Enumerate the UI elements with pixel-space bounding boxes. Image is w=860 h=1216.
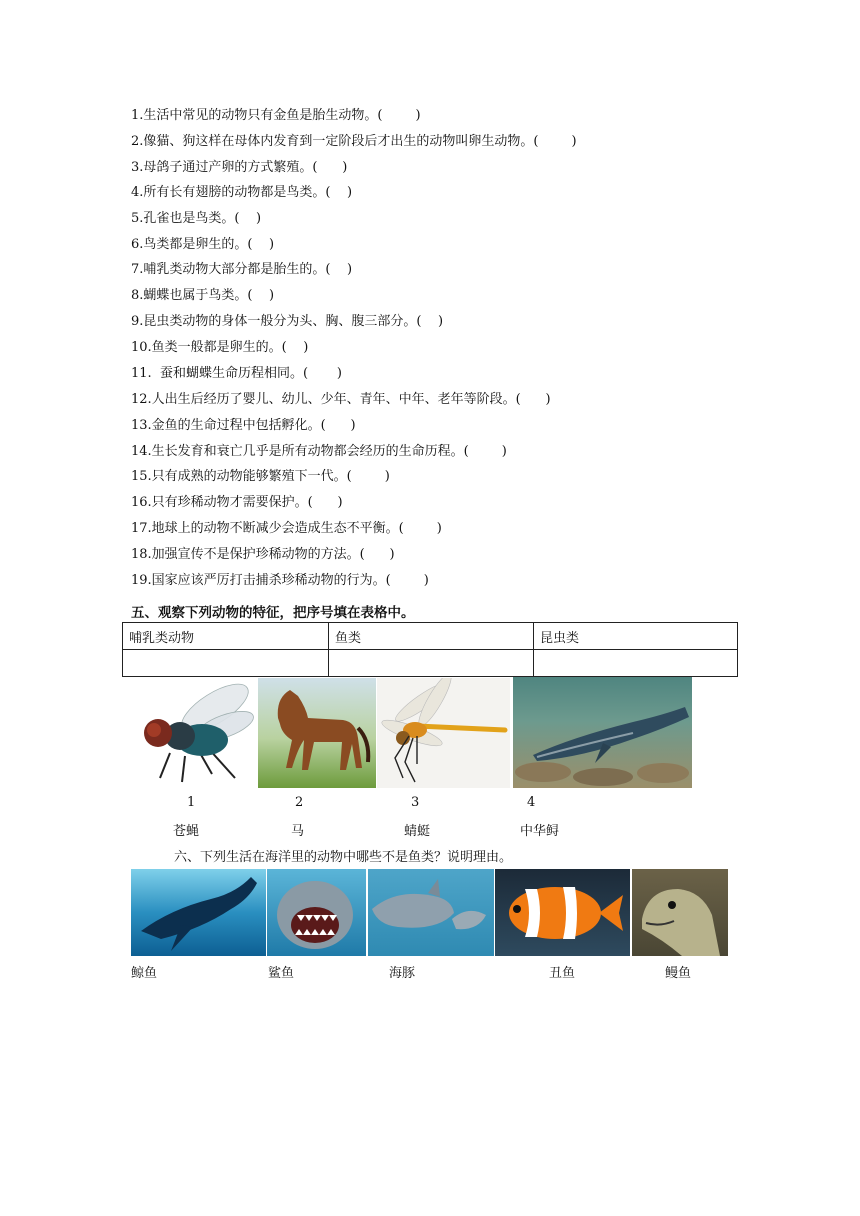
question-8: 8.蝴蝶也属于鸟类。( ) [131, 288, 275, 303]
table-header-insects: 昆虫类 [534, 623, 738, 650]
classification-table [122, 622, 738, 677]
animal-number: 2 [295, 795, 304, 810]
question-13: 13.金鱼的生命过程中包括孵化。( ) [131, 418, 356, 433]
eel-photo [632, 869, 728, 956]
answer-cell-insects[interactable] [534, 650, 738, 677]
question-5: 5.孔雀也是鸟类。( ) [131, 211, 262, 226]
sea-animal-name: 海豚 [389, 966, 416, 981]
clownfish-photo [495, 869, 630, 956]
question-2: 2.像猫、狗这样在母体内发育到一定阶段后才出生的动物叫卵生动物。( ) [131, 134, 577, 149]
sturgeon-photo [513, 677, 692, 788]
sea-animal-name: 鲨鱼 [268, 966, 295, 981]
question-19: 19.国家应该严厉打击捕杀珍稀动物的行为。( ) [131, 573, 429, 588]
question-14: 14.生长发育和衰亡几乎是所有动物都会经历的生命历程。( ) [131, 444, 507, 459]
question-12: 12.人出生后经历了婴儿、幼儿、少年、青年、中年、老年等阶段。( ) [131, 392, 551, 407]
animal-number: 4 [527, 795, 536, 810]
answer-cell-mammals[interactable] [123, 650, 329, 677]
animal-number: 3 [411, 795, 420, 810]
animal-number: 1 [187, 795, 196, 810]
animal-name: 马 [291, 824, 305, 839]
animal-name: 蜻蜓 [404, 824, 431, 839]
question-10: 10.鱼类一般都是卵生的。( ) [131, 340, 309, 355]
question-16: 16.只有珍稀动物才需要保护。( ) [131, 495, 343, 510]
question-18: 18.加强宣传不是保护珍稀动物的方法。( ) [131, 547, 395, 562]
sea-animal-name: 丑鱼 [549, 966, 576, 981]
question-17: 17.地球上的动物不断减少会造成生态不平衡。( ) [131, 521, 442, 536]
section5-heading: 五、观察下列动物的特征，把序号填在表格中。 [131, 605, 415, 621]
animal-name: 苍蝇 [173, 824, 200, 839]
shark-photo [267, 869, 366, 956]
dolphin-photo [368, 869, 494, 956]
sea-animal-name: 鲸鱼 [131, 966, 158, 981]
animal-name: 中华鲟 [520, 824, 560, 839]
sea-animal-name: 鳗鱼 [665, 966, 692, 981]
question-1: 1.生活中常见的动物只有金鱼是胎生动物。( ) [131, 108, 421, 123]
horse-photo [258, 678, 376, 788]
dragonfly-photo [377, 678, 510, 788]
question-3: 3.母鸽子通过产卵的方式繁殖。( ) [131, 160, 348, 175]
table-header-mammals: 哺乳类动物 [123, 623, 329, 650]
question-11: 11. 蚕和蝴蝶生命历程相同。( ) [131, 366, 343, 381]
whale-photo [131, 869, 266, 956]
question-15: 15.只有成熟的动物能够繁殖下一代。( ) [131, 469, 390, 484]
question-9: 9.昆虫类动物的身体一般分为头、胸、腹三部分。( ) [131, 314, 444, 329]
section6-heading: 六、下列生活在海洋里的动物中哪些不是鱼类？说明理由。 [174, 850, 513, 865]
question-7: 7.哺乳类动物大部分都是胎生的。( ) [131, 262, 353, 277]
fly-photo [130, 678, 255, 788]
answer-cell-fish[interactable] [329, 650, 534, 677]
question-4: 4.所有长有翅膀的动物都是鸟类。( ) [131, 185, 353, 200]
table-header-fish: 鱼类 [329, 623, 534, 650]
question-6: 6.鸟类都是卵生的。( ) [131, 237, 275, 252]
